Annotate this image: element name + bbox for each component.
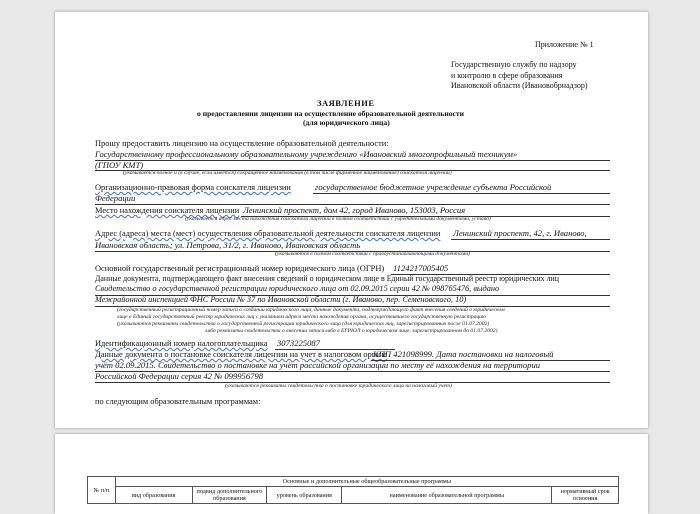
tax-value-3: Российской Федерации серия 42 № 099956798 [95, 371, 264, 381]
document-title: ЗАЯВЛЕНИЕ [317, 98, 375, 108]
legal-form-label: Организационно-правовая форма соискателя лицензии [95, 183, 291, 192]
egrul-value-2: Межрайонной инспекцией ФНС России № 37 по Ивановской области (г. Иваново, пер. Семеновского, 10) [95, 295, 467, 304]
org-name-value: Государственному профессиональному образовательному учреждению «Ивановский многопрофильный техникум» [95, 149, 518, 159]
legal-form-value: государственное бюджетное учреждение субъекта Российской [315, 182, 552, 192]
egrul-hint-3: (указываются реквизиты свидетельства о государственной регистрации юридического лица (для юридических лиц, зарегистрированных после 01.07.2002) [117, 321, 490, 327]
egrul-hint-5: либо реквизиты свидетельства о внесении записи [205, 328, 325, 334]
table-header-cell: подвид дополнительного образования [192, 487, 267, 504]
org-name-hint: (указывается полное и (в случае, если имеется) сокращённое наименования (в том числе фирменное наименование) соискателя лицензии) [123, 170, 452, 176]
ogrn-value: 1124217005405 [393, 263, 449, 273]
egrul-label: Данные документа, подтверждающего факт внесения сведений о юридическом лице в Единый государственный реестр юридических лиц [95, 274, 559, 283]
location-value: Ленинский проспект, дом 42, город Иваново, 153003, Россия [243, 205, 466, 215]
document-page-2 [55, 434, 648, 514]
document-subtitle-note: (для юридического лица) [303, 118, 390, 127]
egrul-hint-1: (государственный регистрационный номер записи о создании юридического лица, данные документа, подтверждающего факт внесения сведений о юридическом [117, 307, 505, 313]
table-header-cell: нормативный срок освоения [552, 487, 619, 504]
tax-hint: (указываются реквизиты свидетельства о постановке юридического лица на налоговый учет) [225, 383, 452, 389]
programs-table [87, 476, 619, 504]
addressee-line-1: Государственную службу по надзору [451, 60, 577, 69]
legal-form-value-cont: Федерации [95, 193, 136, 203]
inn-label: Идентификационный номер налогоплательщика [95, 339, 268, 348]
address-label: Адрес (адреса) места (мест) осуществления образовательной деятельности соискателя лицензии [95, 229, 441, 238]
tax-label: Данные документа о постановке соискателя лицензии на учет в налоговом органе [95, 350, 388, 359]
table-header-cell: вид образования [115, 487, 192, 504]
address-hint: (указываются в полном соответствии с правоустанавливающими документами) [275, 251, 470, 257]
addressee-line-3: Ивановской области (Ивановобрнадзор) [451, 81, 588, 90]
ogrn-label: Основной государственный регистрационный номер юридического лица (ОГРН) [95, 264, 385, 273]
request-text: Прошу предоставить лицензию на осуществление образовательной деятельности: [95, 139, 389, 148]
table-header-cell: № п/п [88, 477, 116, 504]
egrul-hint-2: лице в Единый государственный реестр юридических лиц с указанием адреса места нахождения органа, осуществившего государственную регистрацию [117, 314, 486, 320]
address-value-2: Ивановская область; ул. Петрова, 31/2, г. Иваново, Ивановская область [95, 240, 361, 250]
addressee-line-2: и контролю в сфере образования [451, 71, 563, 80]
appendix-label: Приложение № 1 [535, 40, 594, 49]
inn-value: 3073225087 [277, 338, 320, 348]
document-page-1 [55, 12, 648, 428]
document-subtitle: о предоставлении лицензии на осуществление образовательной деятельности [197, 109, 464, 118]
location-label: Место нахождения соискателя лицензии [95, 206, 240, 215]
table-header-cell: уровень образования [267, 487, 342, 504]
org-short-name-value: (ГПОУ КМТ) [95, 160, 144, 170]
table-group-header: Основные и дополнительные общеобразовательные программы [115, 477, 618, 487]
egrul-value-1: Свидетельство о государственной регистрации юридического лица от 02.09.2015 серии 42 № 098765476, выдано [95, 284, 500, 293]
tax-value-1: КПП 421098999. Дата постановки на налоговый [373, 349, 554, 359]
tax-value-2: учёт 02.09.2015. Свидетельство о постановке на учёт российской организации по месту её нахождения на территории [95, 360, 541, 370]
table-header-cell: наименование образовательной программы [342, 487, 552, 504]
address-value-1: Ленинский проспект, 42, г. Иваново, [453, 228, 587, 238]
egrul-hint-4: либо в ЕГРЮЛ о юридическом лице, зарегистрированном до 01.07.2002) [325, 328, 498, 334]
location-hint: (указывается адрес места нахождения соискателя лицензии в полном соответствии с учредительными документами, устава) [185, 216, 491, 222]
programs-label: по следующим образовательным программам: [95, 397, 261, 406]
